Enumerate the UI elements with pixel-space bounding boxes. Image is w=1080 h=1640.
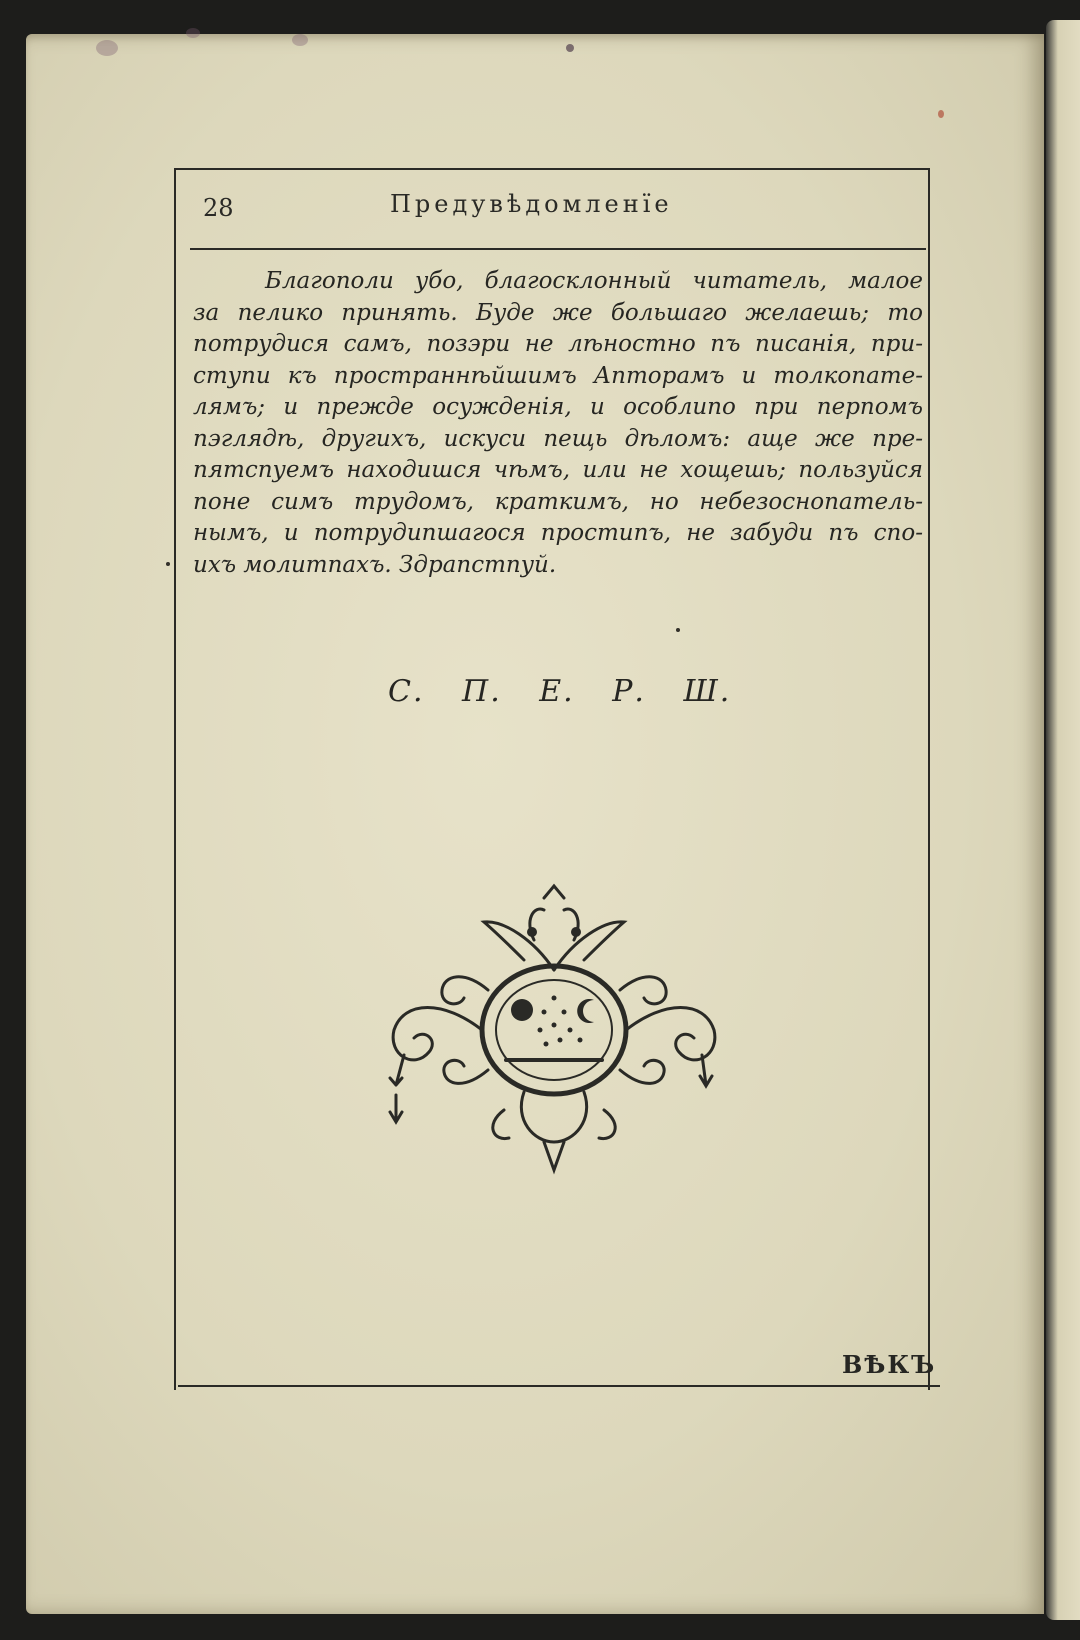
ink-stain <box>566 44 574 52</box>
body-line: ступи къ пространнѣйшимъ Апторамъ и толкопате- <box>193 362 923 389</box>
ink-stain <box>96 40 118 56</box>
body-line: пятспуемъ находишся чѣмъ, или не хощешь; пользуйся <box>193 457 923 483</box>
ink-stain <box>938 110 944 118</box>
body-line: за пелико принять. Буде же большаго желаешь; то <box>193 299 923 326</box>
running-head: Предувѣдомленїе <box>390 190 673 218</box>
ink-stain <box>292 34 308 46</box>
speck <box>166 562 170 566</box>
ink-stain <box>186 28 200 38</box>
catchword: ВѢКЪ <box>842 1350 937 1379</box>
body-line: ихъ молитпахъ. Здрапстпуй. <box>193 551 557 578</box>
signature-initials: С. П. Е. Р. Ш. <box>388 674 732 709</box>
header-rule <box>190 248 926 250</box>
body-line: потрудися самъ, позэри не лѣностно пъ писанія, при- <box>193 331 923 357</box>
double-headed-eagle-vignette-icon <box>384 880 724 1180</box>
body-line: Благополи убо, благосклонный читатель, малое <box>265 268 923 294</box>
next-page-edge <box>1046 20 1080 1620</box>
body-line: лямъ; и прежде осужденія, и особлипо при перпомъ <box>193 394 923 420</box>
page-number: 28 <box>203 194 234 222</box>
body-line: пэглядѣ, другихъ, искуси пещь дѣломъ: аще же пре- <box>193 425 923 452</box>
frame-bottom-rule <box>178 1385 940 1387</box>
body-line: поне симъ трудомъ, краткимъ, но небезоснопатель- <box>193 488 923 515</box>
body-text <box>193 266 923 581</box>
body-line: нымъ, и потрудипшагося простипъ, не забуди пъ спо- <box>193 520 923 546</box>
